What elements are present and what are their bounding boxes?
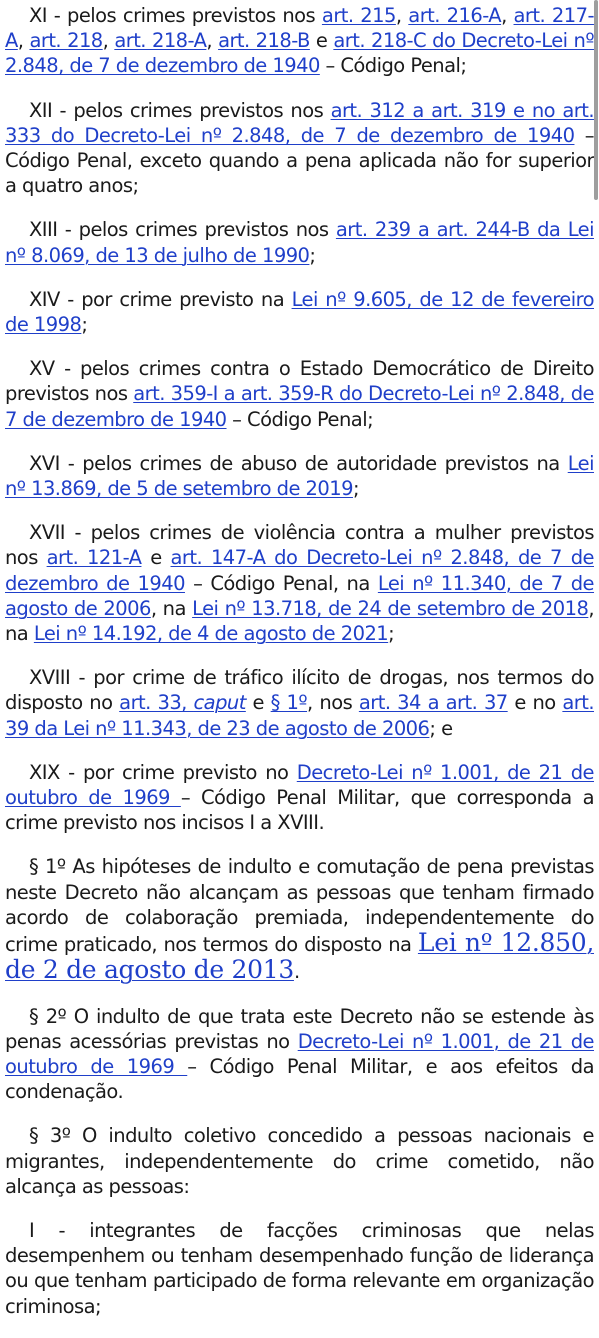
paragraph-text: – Código Penal Militar, e aos efeitos da condenação. <box>5 1054 595 1104</box>
paragraph-text: XV - pelos crimes contra o Estado Democrático de Direito previstos nos <box>5 357 594 406</box>
paragraph-text: XI - pelos crimes previstos nos <box>29 4 322 27</box>
legal-reference-link[interactable]: art. 217-A <box>5 4 594 53</box>
legal-reference-link[interactable]: Lei nº 13.718, de 24 de setembro de 2018 <box>192 596 589 620</box>
legal-reference-link[interactable]: art. 312 a art. 319 e no art. 333 do Decreto-Lei nº 2.848, de 7 de dezembro de 1940 <box>5 98 594 147</box>
paragraph-text: – Código Penal; <box>226 407 374 431</box>
paragraph-xiv <box>5 287 594 337</box>
paragraph-text: , <box>501 4 514 27</box>
legal-reference-link[interactable]: Decreto-Lei nº 1.001, de 21 de outubro de 1969 <box>5 760 594 810</box>
paragraph-text: XVI - pelos crimes de abuso de autoridade previstos na <box>29 451 568 475</box>
paragraph-text: XII - pelos crimes previstos nos <box>29 98 331 122</box>
paragraph-text: XIII - pelos crimes previstos nos <box>29 218 336 242</box>
legal-reference-link[interactable]: § 1º <box>270 691 308 715</box>
paragraph-text: – Código Penal; <box>319 54 467 78</box>
legal-reference-link[interactable]: art. 121-A <box>46 546 142 570</box>
legal-reference-link[interactable]: art. 215 <box>321 4 396 27</box>
paragraph-text: XVII - pelos crimes de violência contra a mulher previstos nos <box>5 521 594 570</box>
paragraph-text: , <box>206 29 219 53</box>
legal-reference-link[interactable]: art. 218-A <box>114 29 207 53</box>
paragraph-text: ; <box>352 477 359 501</box>
legal-reference-link[interactable]: Lei nº 13.869, de 5 de setembro de 2019 <box>5 451 594 501</box>
paragraph-par1 <box>5 854 594 984</box>
scrollbar[interactable] <box>594 0 598 200</box>
legal-reference-link[interactable]: art. 218-B <box>218 29 310 53</box>
paragraph-text: . <box>293 960 300 984</box>
paragraph-text: I - integrantes de facções criminosas que nelas desempenhem ou tenham desempenhado função de liderança ou que tenham participado de forma relevante em organização criminosa; <box>5 1218 594 1318</box>
paragraph-xvii <box>5 520 594 646</box>
paragraph-text: e no <box>507 691 563 715</box>
paragraph-text: § 1º As hipóteses de indulto e comutação de pena previstas neste Decreto não alcançam as pessoas que tenham firmado acordo de colaboração premiada, independentemente do crime praticado, nos termos do disposto na <box>5 855 594 957</box>
legal-reference-link[interactable]: art. 33, <box>119 691 194 715</box>
paragraph-xvi <box>5 451 594 501</box>
paragraph-i <box>5 1218 594 1319</box>
legal-reference-link[interactable]: art. 218-C do Decreto-Lei nº 2.848, de 7 de dezembro de 1940 <box>5 29 594 78</box>
legal-reference-link[interactable]: Lei nº 11.340, de 7 de agosto de 2006 <box>5 571 595 620</box>
paragraph-text: – Código Penal, exceto quando a pena aplicada não for superior a quatro anos; <box>5 123 594 198</box>
paragraph-text: e <box>245 691 271 715</box>
paragraph-xii <box>5 98 594 199</box>
paragraph-text: , na <box>5 596 594 646</box>
paragraph-text: ; <box>81 313 88 337</box>
legal-reference-link[interactable]: Lei nº 9.605, de 12 de fevereiro de 1998 <box>5 287 594 337</box>
paragraph-text: , na <box>150 596 193 620</box>
paragraph-xv <box>5 356 594 432</box>
paragraph-text: – Código Penal Militar, que corresponda a crime previsto nos incisos I a XVIII. <box>5 786 594 835</box>
legal-reference-link[interactable]: art. 216-A <box>408 4 502 27</box>
decree-text <box>5 3 594 1338</box>
paragraph-xi <box>5 3 594 79</box>
legal-reference-link[interactable]: Lei nº 12.850, de 2 de agosto de 2013 <box>5 928 594 985</box>
legal-reference-link[interactable]: Decreto-Lei nº 1.001, de 21 de outubro de 1969 <box>5 1029 594 1078</box>
legal-reference-link[interactable]: art. 218 <box>29 29 103 53</box>
paragraph-xviii <box>5 665 594 741</box>
legal-reference-link[interactable]: art. 239 a art. 244-B da Lei nº 8.069, de 13 de julho de 1990 <box>5 218 594 267</box>
paragraph-par2 <box>5 1004 594 1105</box>
paragraph-xiii <box>5 217 594 267</box>
paragraph-text: , nos <box>307 691 359 715</box>
paragraph-text: XIX - por crime previsto no <box>29 760 297 784</box>
paragraph-text: XVIII - por crime de tráfico ilícito de drogas, nos termos do disposto no <box>5 666 594 715</box>
paragraph-par3 <box>5 1123 594 1199</box>
paragraph-text: § 3º O indulto coletivo concedido a pessoas nacionais e migrantes, independentemente do crime cometido, não alcança as pessoas: <box>5 1124 594 1198</box>
paragraph-text: § 2º O indulto de que trata este Decreto não se estende às penas acessórias previstas no <box>5 1004 594 1053</box>
paragraph-text: ; e <box>429 716 453 740</box>
legal-reference-link[interactable]: art. 34 a art. 37 <box>358 691 508 715</box>
paragraph-text: ; <box>388 622 395 646</box>
paragraph-text: e <box>309 29 334 53</box>
paragraph-text: ; <box>309 243 316 267</box>
legal-reference-link[interactable]: caput <box>193 691 246 715</box>
paragraph-xix <box>5 760 594 836</box>
legal-reference-link[interactable]: art. 359-I a art. 359-R do Decreto-Lei nº 2.848, de 7 de dezembro de 1940 <box>5 382 595 431</box>
paragraph-text: XIV - por crime previsto na <box>29 287 292 311</box>
legal-reference-link[interactable]: art. 147-A do Decreto-Lei nº 2.848, de 7 de dezembro de 1940 <box>5 546 594 595</box>
paragraph-text: , <box>395 4 409 27</box>
paragraph-text: e <box>141 546 171 570</box>
legal-reference-link[interactable]: art. 39 da Lei nº 11.343, de 23 de agosto de 2006 <box>5 691 594 740</box>
paragraph-text: , <box>17 29 30 53</box>
legal-reference-link[interactable]: Lei nº 14.192, de 4 de agosto de 2021 <box>33 622 389 646</box>
paragraph-text: , <box>102 29 115 53</box>
paragraph-text: – Código Penal, na <box>184 571 378 595</box>
